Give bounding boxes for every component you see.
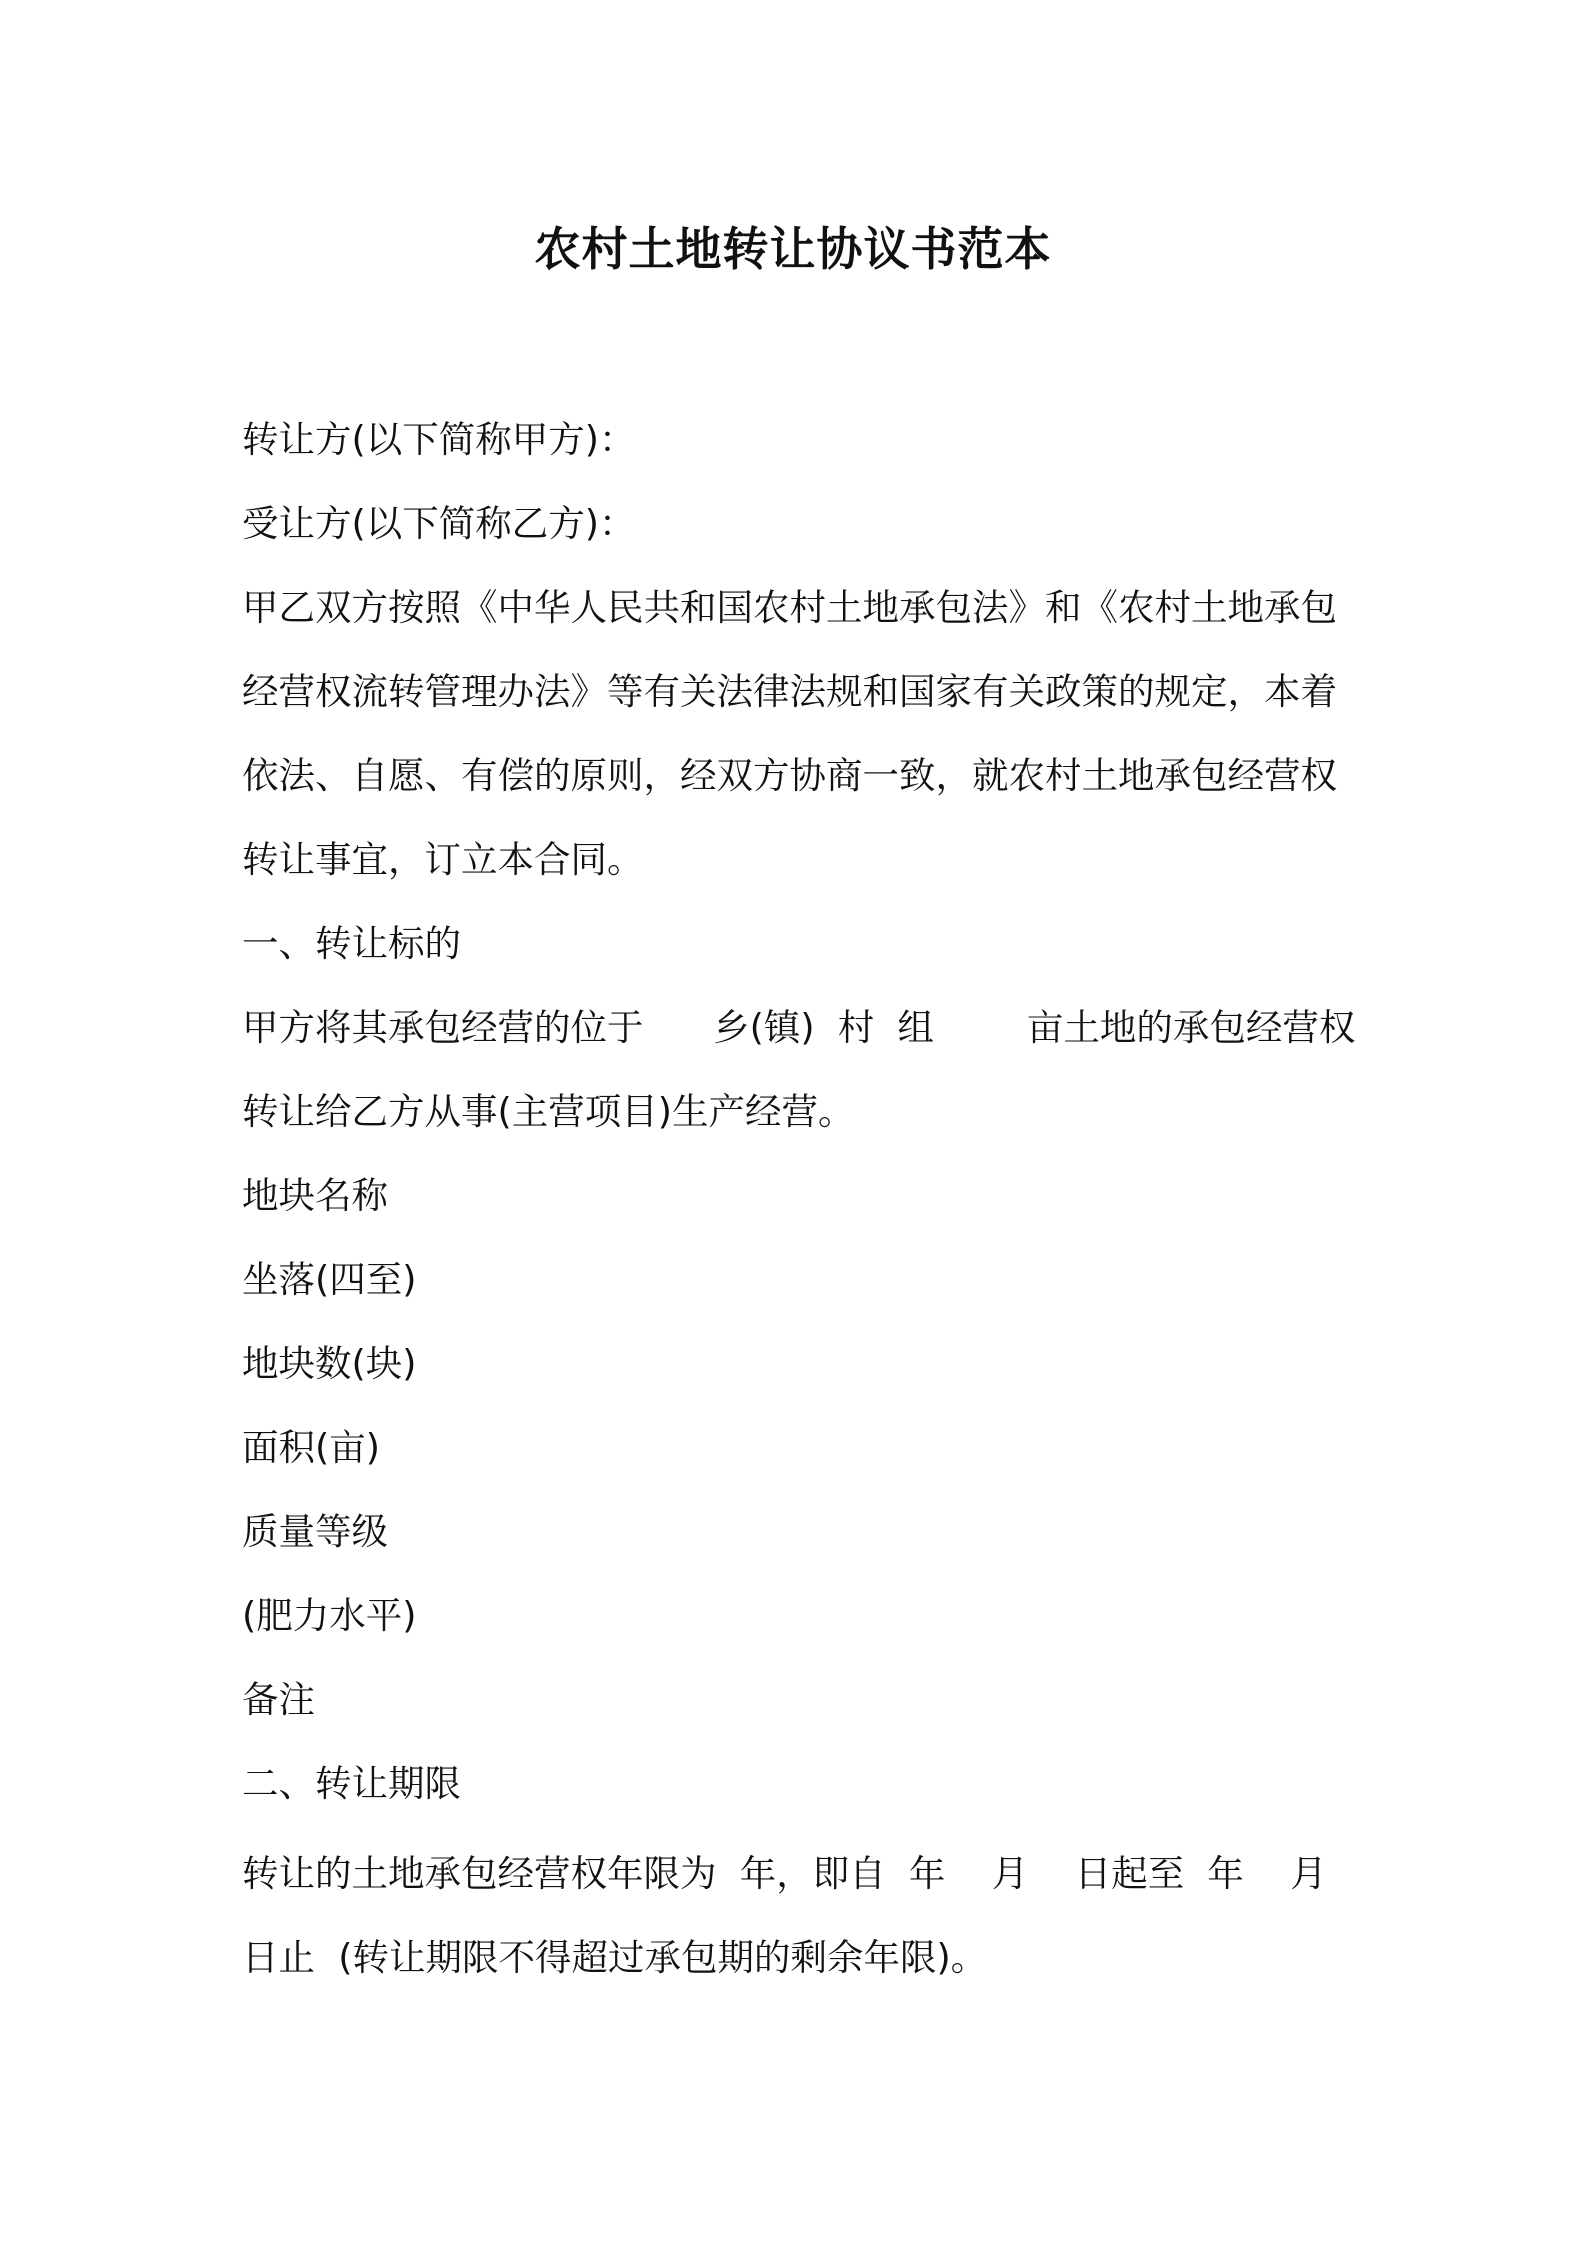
preamble-line-3: 依法、自愿、有偿的原则，经双方协商一致，就农村土地承包经营权 bbox=[242, 754, 1337, 797]
section-heading-2: 二、转让期限 bbox=[242, 1762, 461, 1805]
field-quality-grade: 质量等级 bbox=[242, 1510, 388, 1553]
field-fertility-level: (肥力水平) bbox=[242, 1594, 417, 1637]
field-area: 面积(亩) bbox=[242, 1426, 380, 1469]
subject-line-2: 转让给乙方从事(主营项目)生产经营。 bbox=[242, 1090, 855, 1133]
term-line-2: 日止 (转让期限不得超过承包期的剩余年限)。 bbox=[242, 1936, 988, 1979]
transferor-line: 转让方(以下简称甲方)： bbox=[242, 418, 636, 461]
field-plot-count: 地块数(块) bbox=[242, 1342, 417, 1385]
field-remarks: 备注 bbox=[242, 1678, 315, 1721]
preamble-line-2: 经营权流转管理办法》等有关法律法规和国家有关政策的规定，本着 bbox=[242, 670, 1337, 713]
field-plot-name: 地块名称 bbox=[242, 1174, 388, 1217]
section-heading-1: 一、转让标的 bbox=[242, 922, 461, 965]
preamble-line-1: 甲乙双方按照《中华人民共和国农村土地承包法》和《农村土地承包 bbox=[242, 586, 1337, 629]
document-title: 农村土地转让协议书范本 bbox=[534, 222, 1052, 276]
transferee-line: 受让方(以下简称乙方)： bbox=[242, 502, 636, 545]
subject-line-1: 甲方将其承包经营的位于 乡(镇) 村 组 亩土地的承包经营权 bbox=[242, 1006, 1356, 1049]
document-body bbox=[242, 398, 1357, 2000]
term-line-1: 转让的土地承包经营权年限为 年，即自 年 月 日起至 年 月 bbox=[242, 1852, 1327, 1895]
preamble-line-4: 转让事宜，订立本合同。 bbox=[242, 838, 644, 881]
field-location: 坐落(四至) bbox=[242, 1258, 417, 1301]
